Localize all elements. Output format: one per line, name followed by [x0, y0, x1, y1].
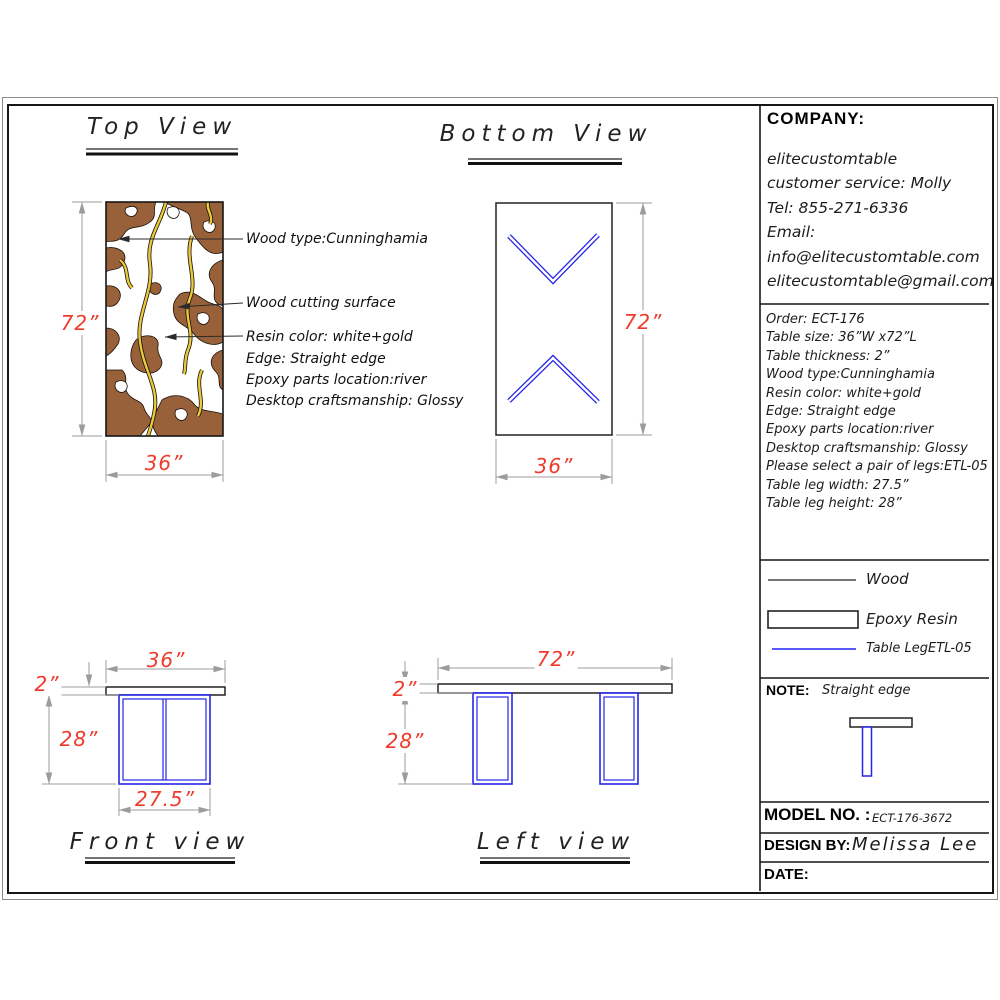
order-epoxy-location: Epoxy parts location:river — [766, 422, 934, 438]
order-specs — [766, 311, 988, 513]
left-view-drawing — [398, 658, 672, 784]
tabletop-edge-long — [438, 684, 672, 693]
model-no-label: MODEL NO. : — [764, 805, 871, 824]
annotation-epoxy-location: Epoxy parts location:river — [246, 372, 427, 388]
company-service: customer service: Molly — [767, 174, 952, 193]
annotation-wood-type: Wood type:Cunninghamia — [246, 231, 428, 247]
top-view-height-dim: 72” — [60, 311, 100, 335]
legend-wood-label: Wood — [866, 570, 909, 588]
company-tel: Tel: 855-271-6336 — [767, 198, 909, 217]
epoxy-resin-symbol — [768, 611, 858, 628]
date-label: DATE: — [764, 866, 809, 883]
bottom-view-width-dim: 36” — [534, 454, 574, 478]
company-heading: COMPANY: — [767, 109, 866, 128]
company-email-label: Email: — [767, 223, 816, 242]
order-legs: Please select a pair of legs:ETL-05 — [766, 459, 988, 475]
company-name: elitecustomtable — [767, 150, 898, 168]
annotation-craftsmanship: Desktop craftsmanship: Glossy — [246, 393, 464, 409]
tabletop-edge — [106, 687, 225, 695]
order-number: Order: ECT-176 — [766, 312, 865, 327]
order-craftsmanship: Desktop craftsmanship: Glossy — [766, 440, 968, 456]
legend-epoxy-label: Epoxy Resin — [866, 610, 958, 628]
company-email-2: elitecustomtable@gmail.com — [767, 272, 994, 291]
top-view-title: Top View — [86, 114, 238, 140]
bottom-view-drawing — [496, 203, 652, 484]
note-heading: NOTE: — [766, 682, 810, 698]
note-text: Straight edge — [822, 683, 911, 698]
front-thickness-dim: 2” — [34, 672, 60, 696]
order-thickness: Table thickness: 2” — [766, 348, 890, 364]
left-length-dim: 72” — [536, 647, 576, 671]
order-leg-height: Table leg height: 28” — [766, 496, 902, 512]
model-no-value: ECT-176-3672 — [872, 811, 953, 825]
legend-leg-label: Table LegETL-05 — [866, 641, 972, 656]
legend-symbols — [768, 580, 858, 649]
order-wood-type: Wood type:Cunninghamia — [766, 367, 935, 383]
company-email-1: info@elitecustomtable.com — [767, 247, 980, 266]
bottom-view-title: Bottom View — [439, 121, 653, 147]
design-by-value: Melissa Lee — [852, 834, 979, 855]
order-leg-width: Table leg width: 27.5” — [766, 477, 909, 493]
left-view-title: Left view — [476, 829, 636, 855]
annotation-edge: Edge: Straight edge — [246, 351, 386, 367]
left-view-legs — [473, 693, 638, 784]
front-view-title: Front view — [69, 829, 251, 855]
front-leg — [119, 695, 210, 784]
left-leg-height-dim: 28” — [385, 729, 425, 753]
left-thickness-dim: 2” — [392, 677, 418, 701]
top-view-drawing — [72, 202, 243, 482]
order-edge: Edge: Straight edge — [766, 404, 896, 420]
front-leg-width-dim: 27.5” — [135, 787, 195, 811]
bottom-view-height-dim: 72” — [623, 310, 663, 334]
wood-resin-pattern — [106, 202, 223, 436]
top-view-width-dim: 36” — [144, 451, 184, 475]
annotation-resin-color: Resin color: white+gold — [246, 329, 413, 345]
company-info — [767, 147, 994, 293]
design-by-label: DESIGN BY: — [764, 837, 851, 854]
front-leg-height-dim: 28” — [59, 727, 99, 751]
order-resin-color: Resin color: white+gold — [766, 385, 921, 401]
annotation-cutting-surface: Wood cutting surface — [246, 295, 396, 311]
order-table-size: Table size: 36”W x72”L — [766, 330, 917, 346]
front-width-dim: 36” — [146, 648, 186, 672]
note-diagram — [850, 718, 912, 776]
